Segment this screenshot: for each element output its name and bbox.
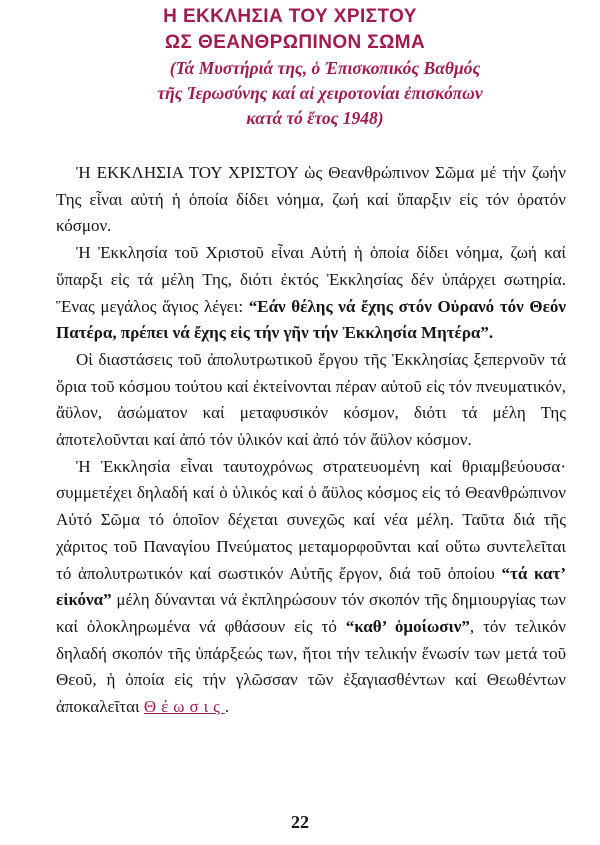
theosis-term: Θέωσις [143, 697, 225, 717]
paragraph-2 [56, 240, 566, 347]
heading-subtitle-line-3: κατά τό ἔτος 1948) [246, 108, 384, 128]
heading-subtitle-line-1: (Τά Μυστήριά της, ὁ Ἐπισκοπικός Βαθμός [169, 58, 481, 78]
paragraph-2-text: Ἡ Ἐκκλησία τοῦ Χριστοῦ εἶναι Αὐτή ἡ ὁποία δίδει νόημα, ζωή καί ὕπαρξι εἰς τά μέλη Της, διότι ἐκτός Ἐκκλησίας δέν ὑπάρχει σωτηρία. Ἕνας μεγάλος ἅγιος λέγει: [56, 243, 566, 316]
paragraph-4-quote-likeness: “καθ’ ὁμοίωσιν” [345, 616, 470, 636]
heading-title-line-1: Η ΕΚΚΛΗΣΙΑ ΤΟΥ ΧΡΙΣΤΟΥ [163, 6, 417, 27]
paragraph-4-text-b: μέλη δύνανται νά ἐκπληρώσουν τόν σκοπόν τῆς δημιουργίας των καί ὁλοκληρωμένα νά φθάσουν εἰς τό [56, 590, 566, 636]
paragraph-1: Ἡ ΕΚΚΛΗΣΙΑ ΤΟΥ ΧΡΙΣΤΟΥ ὡς Θεανθρώπινον Σῶμα μέ τήν ζωήν Της εἶναι αὐτή ἡ ὁποία δίδει νόημα, ζωή καί ὕπαρξιν εἰς τόν ὁρατόν κόσμον. [56, 163, 566, 236]
paragraph-2-quote: “Εάν θέλης νά ἔχης στόν Οὐρανό τόν Θεόν Πατέρα, πρέπει νά ἔχης εἰς τήν γῆν τήν Ἐκκλησία Μητέρα”. [56, 296, 566, 343]
heading-title-line-2: ΩΣ ΘΕΑΝΘΡΩΠΙΝΟΝ ΣΩΜΑ [164, 32, 426, 53]
paragraph-4-quote-image: “τά κατ’ εἰκόνα” [56, 563, 566, 610]
chapter-heading [0, 4, 600, 131]
body-text [56, 160, 566, 721]
paragraph-4-text-c: , τόν τελικόν δηλαδή σκοπόν τῆς ὑπάρξεώς των, ἤτοι τήν τελικήν ἕνωσίν των μετά τοῦ Θεοῦ, ἡ ὁποία εἰς τήν γλῶσσαν τῶν ἐξαγιασθέντων καί Θεωθέντων ἀποκαλεῖται [56, 616, 566, 717]
paragraph-4-end: . [224, 697, 230, 717]
page-number: 22 [291, 812, 309, 832]
heading-subtitle-line-2: τῆς Ἱερωσύνης καί αἱ χειροτονίαι ἐπισκόπων [157, 83, 483, 103]
paragraph-4-text-a: Ἡ Ἐκκλησία εἶναι ταυτοχρόνως στρατευομένη καί θριαμβεύουσα· συμμετέχει δηλαδή καί ὁ ὑλικός καί ὁ ἄϋλος κόσμος εἰς τό Θεανθρώπινον Αὐτό Σῶμα τό ὁποῖον δέχεται συνεχῶς καί νέα μέλη. Ταῦτα διά τῆς χάριτος τοῦ Παναγίου Πνεύματος μεταμορφοῦνται καί οὕτω συντελεῖται τό ἀπολυτρωτικόν καί σωστικόν Αὐτῆς ἔργον, διά τοῦ ὁποίου [56, 456, 566, 583]
paragraph-3: Οἱ διαστάσεις τοῦ ἀπολυτρωτικοῦ ἔργου τῆς Ἐκκλησίας ξεπερνοῦν τά ὅρια τοῦ κόσμου τούτου καί ἐκτείνονται πέραν αὐτοῦ εἰς τόν πνευματικόν, ἄϋλον, ἀσώματον καί μεταφυσικόν κόσμον, διότι τά μέλη Της ἀποτελοῦνται καί ἀπό τόν ὑλικόν καί ἀπό τόν ἄϋλον κόσμον. [56, 349, 566, 450]
paragraph-4 [56, 454, 566, 721]
